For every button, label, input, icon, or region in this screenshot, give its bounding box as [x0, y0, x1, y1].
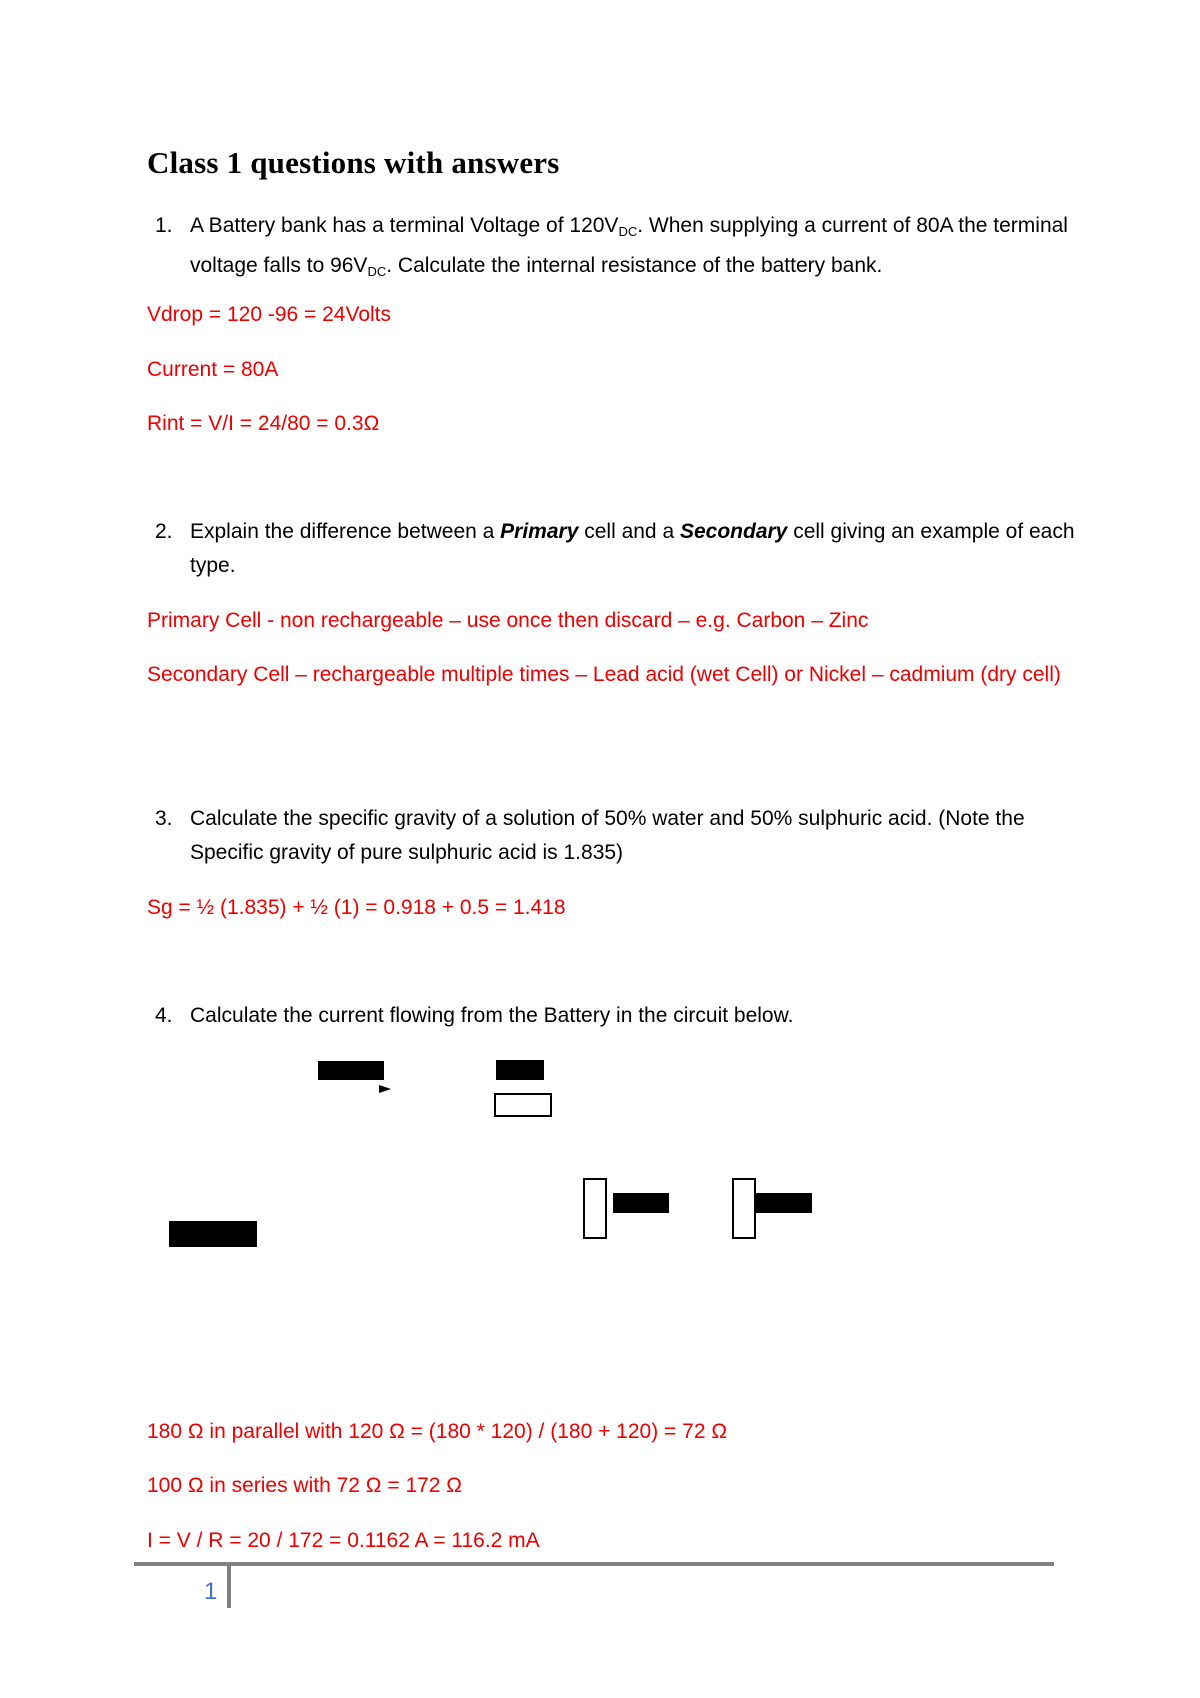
arrow-icon	[379, 1085, 391, 1093]
question-number: 1.	[155, 214, 173, 237]
emphasis-primary: Primary	[500, 520, 579, 543]
resistor-box	[583, 1178, 607, 1239]
redacted-label	[318, 1061, 384, 1080]
resistor-box	[732, 1178, 756, 1239]
subscript: DC	[367, 264, 387, 279]
redacted-label	[496, 1060, 544, 1080]
resistor-box	[494, 1093, 552, 1117]
emphasis-secondary: Secondary	[679, 520, 788, 543]
answer-line: Rint = V/I = 24/80 = 0.3Ω	[147, 412, 380, 435]
question-number: 4.	[155, 1004, 173, 1027]
answer-line: I = V / R = 20 / 172 = 0.1162 A = 116.2 mA	[147, 1529, 540, 1552]
question-4	[155, 999, 1075, 1033]
redacted-label	[613, 1193, 669, 1213]
question-text: A Battery bank has a terminal Voltage of $120V_{DC}$. When supplying a current of 80A the terminal voltage falls to $96V_{DC}$. Calculate the internal resistance of the battery bank.	[190, 214, 1068, 279]
answer-line: Secondary Cell – rechargeable multiple times – Lead acid (wet Cell) or Nickel – cadmium (dry cell)	[147, 663, 1061, 686]
answer-line: Current = 80A	[147, 358, 279, 381]
question-3	[155, 802, 1075, 870]
footer-page-bar	[227, 1566, 231, 1608]
redacted-label	[756, 1193, 812, 1213]
question-text: Calculate the specific gravity of a solution of 50% water and 50% sulphuric acid. (Note the Specific gravity of pure sulphuric acid is 1.835)	[190, 807, 1025, 864]
question-text: Calculate the current flowing from the Battery in the circuit below.	[190, 1004, 794, 1027]
question-text: Explain the difference between a Primary cell and a Secondary cell giving an example of each type.	[190, 520, 1075, 577]
page-title: Class 1 questions with answers	[147, 145, 560, 180]
question-2	[155, 515, 1075, 583]
battery-label-redacted	[169, 1221, 257, 1247]
subscript: DC	[618, 224, 638, 239]
answer-line: Sg = ½ (1.835) + ½ (1) = 0.918 + 0.5 = 1.418	[147, 896, 566, 919]
question-number: 3.	[155, 807, 173, 830]
answer-line: 180 Ω in parallel with 120 Ω = (180 * 120) / (180 + 120) = 72 Ω	[147, 1420, 728, 1443]
footer-divider	[134, 1562, 1054, 1566]
question-number: 2.	[155, 520, 173, 543]
answer-line: Primary Cell - non rechargeable – use once then discard – e.g. Carbon – Zinc	[147, 609, 869, 632]
answer-line: 100 Ω in series with 72 Ω = 172 Ω	[147, 1474, 463, 1497]
question-1	[155, 209, 1075, 289]
answer-line: Vdrop = 120 -96 = 24Volts	[147, 303, 392, 326]
page-number: 1	[204, 1578, 218, 1605]
